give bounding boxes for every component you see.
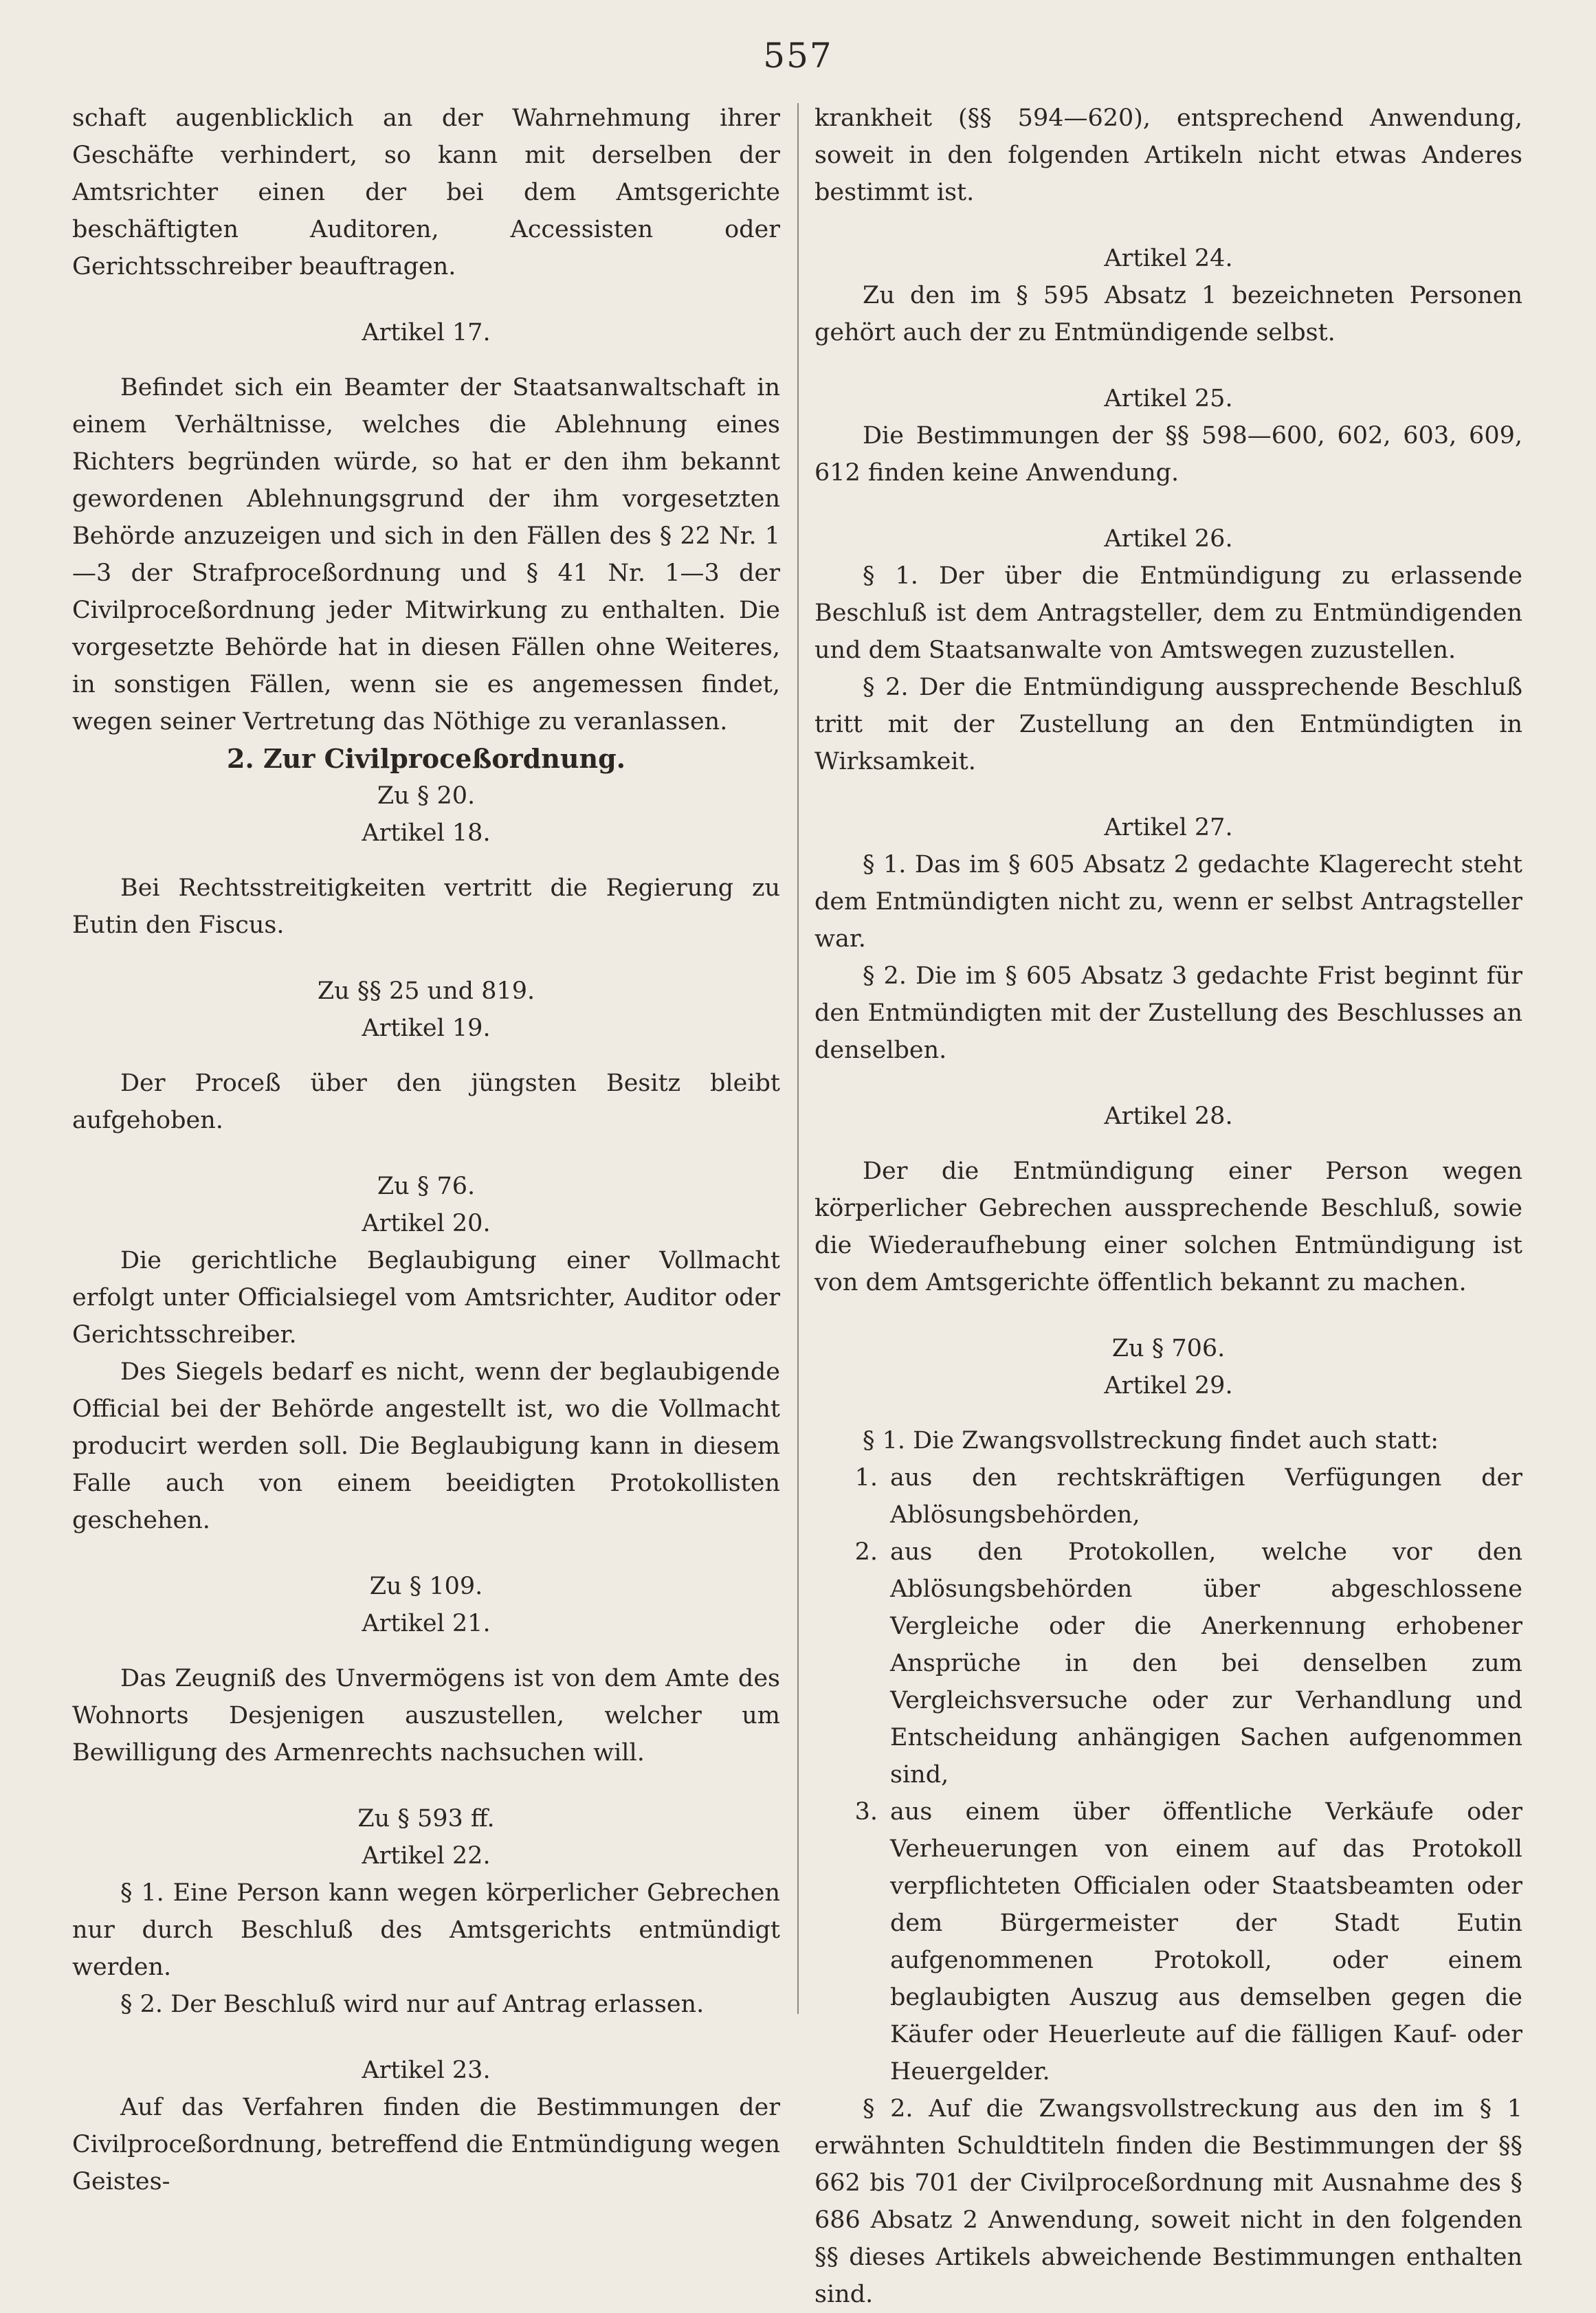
right-column	[814, 100, 1522, 2313]
page-number: 557	[763, 36, 833, 76]
article-27-paragraph-1: § 1. Das im § 605 Absatz 2 gedachte Klagerecht steht dem Entmündigten nicht zu, wenn er selbst Antragsteller war.	[814, 851, 1522, 953]
article-17-text: Befindet sich ein Beamter der Staatsanwaltschaft in einem Verhältnisse, welches die Ablehnung eines Richters begründen würde, so hat er den ihm bekannt gewordenen Ablehnungsgrund der ihm vorgesetzten Behörde anzuzeigen und sich in den Fällen des § 22 Nr. 1—3 der Strafproceßordnung und § 41 Nr. 1—3 der Civilproceßordnung jeder Mitwirkung zu enthalten. Die vorgesetzte Behörde hat in diesen Fällen ohne Weiteres, in sonstigen Fällen, wenn sie es angemessen findet, wegen seiner Vertretung das Nöthige zu veranlassen.	[72, 374, 780, 735]
article-18-text: Bei Rechtsstreitigkeiten vertritt die Regierung zu Eutin den Fiscus.	[72, 874, 780, 939]
list-item	[814, 1534, 1522, 1793]
continuation-paragraph-right: krankheit (§§ 594—620), entsprechend Anwendung, soweit in den folgenden Artikeln nicht etwas Anderes bestimmt ist.	[814, 104, 1522, 206]
list-item-number: 1.	[854, 1464, 878, 1492]
article-20-text-1: Die gerichtliche Beglaubigung einer Vollmacht erfolgt unter Officialsiegel vom Amtsrichter, Auditor oder Gerichtsschreiber.	[72, 1247, 780, 1349]
article-27-paragraph-2: § 2. Die im § 605 Absatz 3 gedachte Frist beginnt für den Entmündigten mit der Zustellung des Beschlusses an denselben.	[814, 962, 1522, 1064]
article-20-text-2: Des Siegels bedarf es nicht, wenn der beglaubigende Official bei der Behörde angestellt ist, wo die Vollmacht producirt werden soll. Die Beglaubigung kann in diesem Falle auch von einem beeidigten Protokollisten geschehen.	[72, 1358, 780, 1534]
article-23-text: Auf das Verfahren finden die Bestimmungen der Civilproceßordnung, betreffend die Entmündigung wegen Geistes-	[72, 2094, 780, 2195]
article-21-text: Das Zeugniß des Unvermögens ist von dem Amte des Wohnorts Desjenigen auszustellen, welcher um Bewilligung des Armenrechts nachsuchen will.	[72, 1665, 780, 1767]
article-20-heading: Artikel 20.	[362, 1210, 491, 1237]
article-17-heading: Artikel 17.	[362, 319, 491, 346]
list-item-text: aus einem über öffentliche Verkäufe oder Verheuerungen von einem auf das Protokoll verpflichteten Officialen oder Staatsbeamten oder dem Bürgermeister der Stadt Eutin aufgenommenen Protokoll, oder einem beglaubigten Auszug aus demselben gegen die Käufer oder Heuerleute auf die fälligen Kauf- oder Heuergelder.	[890, 1798, 1522, 2085]
article-29-paragraph-2: § 2. Auf die Zwangsvollstreckung aus den im § 1 erwähnten Schuldtiteln finden die Bestimmungen der §§ 662 bis 701 der Civilproceßordnung mit Ausnahme des § 686 Absatz 2 Anwendung, soweit nicht in den folgenden §§ dieses Artikels abweichende Bestimmungen enthalten sind.	[814, 2095, 1522, 2308]
article-22-paragraph-2: § 2. Der Beschluß wird nur auf Antrag erlassen.	[120, 1991, 705, 2018]
article-25-heading: Artikel 25.	[1104, 385, 1233, 412]
list-item-number: 3.	[854, 1798, 878, 1826]
left-column	[72, 100, 780, 2200]
article-21-heading: Artikel 21.	[362, 1610, 491, 1637]
article-23-heading: Artikel 23.	[362, 2057, 491, 2084]
zu-706-heading: Zu § 706.	[1111, 1335, 1226, 1362]
article-24-text: Zu den im § 595 Absatz 1 bezeichneten Personen gehört auch der zu Entmündigende selbst.	[814, 282, 1522, 346]
article-24-heading: Artikel 24.	[1104, 245, 1233, 272]
article-29-intro: § 1. Die Zwangsvollstreckung findet auch statt:	[863, 1427, 1439, 1454]
list-item-text: aus den rechtskräftigen Verfügungen der Ablösungsbehörden,	[890, 1464, 1522, 1529]
article-26-heading: Artikel 26.	[1104, 525, 1233, 553]
article-27-heading: Artikel 27.	[1104, 814, 1233, 841]
article-26-paragraph-1: § 1. Der über die Entmündigung zu erlassende Beschluß ist dem Antragsteller, dem zu Entmündigenden und dem Staatsanwalte von Amtswegen zuzustellen.	[814, 562, 1522, 664]
zu-76-heading: Zu § 76.	[377, 1173, 476, 1200]
column-divider	[797, 103, 799, 2014]
zu-25-heading: Zu §§ 25 und 819.	[317, 977, 535, 1005]
article-18-heading: Artikel 18.	[362, 819, 491, 847]
zu-593-heading: Zu § 593 ff.	[357, 1805, 495, 1833]
zu-20-heading: Zu § 20.	[377, 782, 476, 810]
article-26-paragraph-2: § 2. Der die Entmündigung aussprechende Beschluß tritt mit der Zustellung an den Entmündigten in Wirksamkeit.	[814, 674, 1522, 775]
article-28-text: Der die Entmündigung einer Person wegen körperlicher Gebrechen aussprechende Beschluß, sowie die Wiederaufhebung einer solchen Entmündigung ist von dem Amtsgerichte öffentlich bekannt zu machen.	[814, 1158, 1522, 1296]
list-item	[814, 1793, 1522, 2090]
article-29-heading: Artikel 29.	[1104, 1372, 1233, 1399]
section-2-title: 2. Zur Civilproceßordnung.	[227, 743, 625, 774]
list-item-text: aus den Protokollen, welche vor den Ablösungsbehörden über abgeschlossene Vergleiche oder die Anerkennung erhobener Ansprüche in den bei denselben zum Vergleichsversuche oder zur Verhandlung und Entscheidung anhängigen Sachen aufgenommen sind,	[890, 1538, 1522, 1789]
list-item-number: 2.	[854, 1538, 878, 1566]
article-19-text: Der Proceß über den jüngsten Besitz bleibt aufgehoben.	[72, 1070, 780, 1134]
article-22-paragraph-1: § 1. Eine Person kann wegen körperlicher Gebrechen nur durch Beschluß des Amtsgerichts entmündigt werden.	[72, 1879, 780, 1981]
article-19-heading: Artikel 19.	[362, 1015, 491, 1042]
list-item	[814, 1459, 1522, 1534]
continuation-paragraph: schaft augenblicklich an der Wahrnehmung ihrer Geschäfte verhindert, so kann mit derselben der Amtsrichter einen der bei dem Amtsgerichte beschäftigten Auditoren, Accessisten oder Gerichtsschreiber beauftragen.	[72, 104, 780, 280]
zu-109-heading: Zu § 109.	[369, 1573, 483, 1600]
article-28-heading: Artikel 28.	[1104, 1103, 1233, 1130]
article-25-text: Die Bestimmungen der §§ 598—600, 602, 603, 609, 612 finden keine Anwendung.	[814, 422, 1522, 487]
article-22-heading: Artikel 22.	[362, 1842, 491, 1870]
